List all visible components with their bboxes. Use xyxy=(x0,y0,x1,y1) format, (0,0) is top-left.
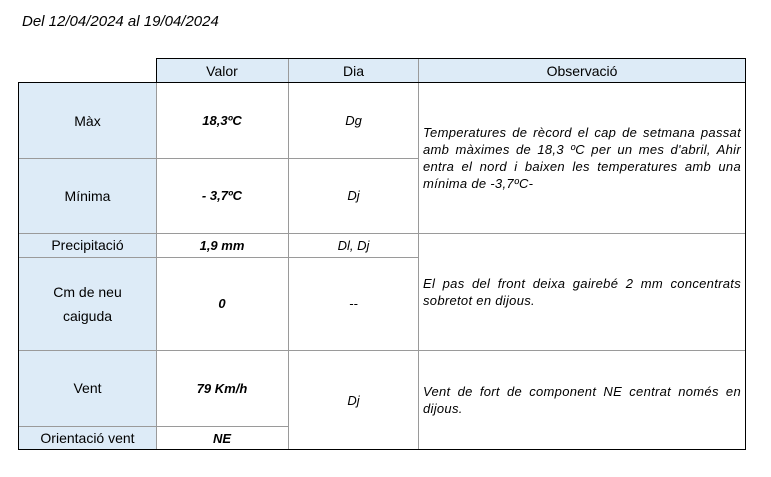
label-wind-direction: Orientació vent xyxy=(19,426,156,450)
grid-line xyxy=(156,59,157,450)
label-min: Mínima xyxy=(19,158,156,233)
grid-line xyxy=(19,257,419,258)
day-max: Dg xyxy=(345,113,362,128)
observation-precipitation xyxy=(419,233,745,350)
label-precipitation: Precipitació xyxy=(19,233,156,257)
day-wind: Dj xyxy=(347,392,360,408)
value-wind: 79 Km/h xyxy=(196,380,248,396)
value-precipitation: 1,9 mm xyxy=(199,237,245,253)
grid-line xyxy=(288,59,289,450)
label-wind: Vent xyxy=(19,350,156,426)
day-min: Dj xyxy=(347,188,360,203)
label-snow: Cm de neu caiguda xyxy=(19,257,156,350)
day-precipitation: Dl, Dj xyxy=(337,237,370,253)
value-min: - 3,7ºC xyxy=(201,188,243,203)
table-border xyxy=(156,58,157,83)
date-range: Del 12/04/2024 al 19/04/2024 xyxy=(22,13,219,30)
table-border xyxy=(18,82,746,83)
observation-temperatures xyxy=(419,83,745,233)
observation-precipitation-text: El pas del front deixa gairebé 2 mm concentrats sobretot en dijous. xyxy=(423,275,741,308)
grid-line xyxy=(19,233,745,234)
header-observacio: Observació xyxy=(419,59,745,83)
observation-wind xyxy=(419,350,745,450)
table-border xyxy=(18,82,19,450)
table-border xyxy=(18,449,746,450)
day-snow: -- xyxy=(349,296,358,311)
value-snow: 0 xyxy=(218,296,226,311)
value-max: 18,3ºC xyxy=(202,113,242,128)
grid-line xyxy=(19,158,419,159)
observation-temperatures-text: Temperatures de rècord el cap de setmana passat amb màximes de 18,3 ºC per un mes d'abril, Ahir entra el nord i baixen les temperatures amb una mínima de -3,7ºC- xyxy=(423,125,741,191)
header-valor: Valor xyxy=(156,59,288,83)
table-border xyxy=(156,58,746,59)
grid-line xyxy=(19,426,288,427)
grid-line xyxy=(19,350,745,351)
header-dia: Dia xyxy=(288,59,419,83)
observation-wind-text: Vent de fort de component NE centrat només en dijous. xyxy=(423,384,741,416)
value-wind-direction: NE xyxy=(212,430,232,446)
table-border xyxy=(745,58,746,450)
grid-line xyxy=(418,59,419,450)
label-max: Màx xyxy=(19,83,156,158)
